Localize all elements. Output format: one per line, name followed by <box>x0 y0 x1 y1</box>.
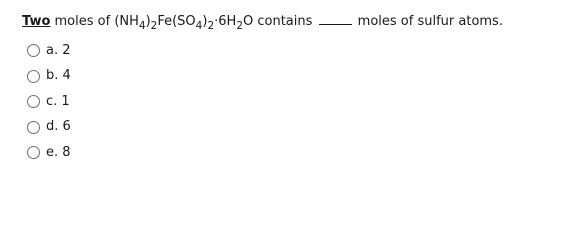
option-label: b. 4 <box>46 68 71 84</box>
answer-options <box>27 38 71 166</box>
question-part: Fe(SO <box>157 14 196 29</box>
question-part: O contains <box>243 14 317 29</box>
option-label: a. 2 <box>46 42 71 58</box>
question-part: moles of (NH <box>50 14 139 29</box>
subscript: 4 <box>195 20 203 32</box>
question-lead: Two <box>22 14 51 29</box>
question-part: moles of sulfur atoms. <box>353 14 503 29</box>
radio-button[interactable] <box>27 44 40 57</box>
question-part: ) <box>145 14 151 29</box>
option-e[interactable] <box>27 140 71 166</box>
option-d[interactable] <box>27 115 71 141</box>
subscript: 4 <box>138 20 146 32</box>
radio-button[interactable] <box>27 146 40 159</box>
option-label: e. 8 <box>46 144 71 160</box>
option-b[interactable] <box>27 64 71 90</box>
radio-button[interactable] <box>27 95 40 108</box>
radio-button[interactable] <box>27 70 40 83</box>
option-a[interactable] <box>27 38 71 64</box>
option-c[interactable] <box>27 89 71 115</box>
question-part: ) <box>202 14 208 29</box>
question-text <box>22 12 503 32</box>
subscript: 2 <box>150 20 158 32</box>
subscript: 2 <box>236 20 243 32</box>
option-label: d. 6 <box>46 119 71 135</box>
subscript: 2 <box>207 20 215 32</box>
question-part: ·6H <box>214 14 237 29</box>
radio-button[interactable] <box>27 121 40 134</box>
option-label: c. 1 <box>46 93 70 109</box>
answer-blank <box>319 12 352 25</box>
